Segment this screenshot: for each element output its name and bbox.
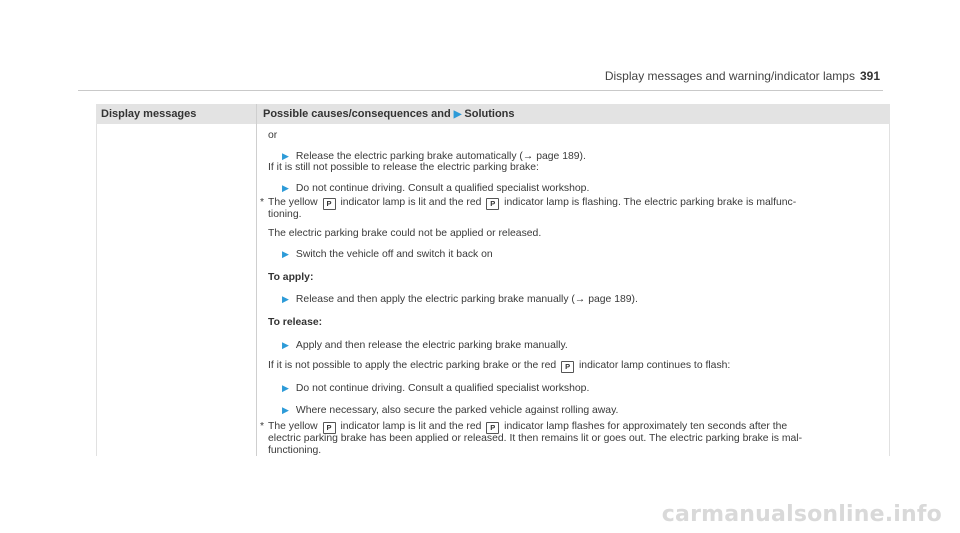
bullet-icon: ▶ xyxy=(282,340,289,350)
messages-table xyxy=(96,104,890,456)
footnote-line: electric parking brake has been applied or released. It then remains lit or goes out. The electric parking brake is mal- xyxy=(268,433,803,444)
page-ref-arrow-icon: → xyxy=(574,294,586,305)
col-causes-solutions-header xyxy=(263,108,515,120)
running-head xyxy=(605,69,880,83)
bullet-icon: ▶ xyxy=(282,183,289,193)
list-item-text: Apply and then release the electric parking brake manually. xyxy=(295,340,568,351)
bullet-icon: ▶ xyxy=(282,249,289,259)
footnote-text: indicator lamp flashes for approximately ten seconds after the xyxy=(504,421,788,432)
footnote-star: * xyxy=(260,421,265,432)
parking-brake-lamp-icon: P xyxy=(561,361,574,373)
footnote-star: * xyxy=(260,197,265,208)
footnote-line xyxy=(260,197,797,210)
footnote-text: The yellow xyxy=(268,197,318,208)
parking-brake-lamp-icon: P xyxy=(486,422,499,434)
col2-header-text: Possible causes/consequences and xyxy=(263,108,451,120)
bullet-icon: ▶ xyxy=(282,151,289,161)
list-item xyxy=(282,293,638,306)
page-ref-arrow-icon: → xyxy=(522,151,534,162)
table-header xyxy=(96,104,890,124)
parking-brake-lamp-icon: P xyxy=(323,198,336,210)
subheading-to-release: To release: xyxy=(268,317,323,328)
paragraph-text: If it is not possible to apply the electric parking brake or the red xyxy=(268,360,557,371)
paragraph: The electric parking brake could not be applied or released. xyxy=(268,228,542,239)
list-item-text: Do not continue driving. Consult a qualified specialist workshop. xyxy=(295,383,590,394)
paragraph: If it is still not possible to release the electric parking brake: xyxy=(268,162,539,173)
col2-header-suffix: Solutions xyxy=(464,108,515,120)
table-left-border xyxy=(96,124,97,456)
col-display-messages-header: Display messages xyxy=(101,108,197,120)
list-item-text: Release and then apply the electric parking brake manually ( xyxy=(295,294,575,305)
parking-brake-lamp-icon: P xyxy=(323,422,336,434)
list-item-text: Release the electric parking brake automatically ( xyxy=(295,151,523,162)
bullet-icon: ▶ xyxy=(282,405,289,415)
list-item xyxy=(282,404,618,417)
list-item xyxy=(282,182,589,195)
footnote-text: The yellow xyxy=(268,421,318,432)
footnote-text: indicator lamp is lit and the red xyxy=(340,197,482,208)
text-or: or xyxy=(268,130,278,141)
page-number: 391 xyxy=(859,69,880,83)
footnote-text: indicator lamp is flashing. The electric parking brake is malfunc- xyxy=(504,197,797,208)
list-item xyxy=(282,339,568,352)
table-right-border xyxy=(889,124,890,456)
arrow-right-icon: ▶ xyxy=(453,109,462,120)
subheading-to-apply: To apply: xyxy=(268,272,314,283)
page-ref[interactable]: page 189). xyxy=(536,151,586,162)
list-item-text: Where necessary, also secure the parked vehicle against rolling away. xyxy=(295,405,619,416)
footnote-line: tioning. xyxy=(268,209,302,220)
column-divider xyxy=(256,104,257,456)
list-item-text: Switch the vehicle off and switch it back on xyxy=(295,249,493,260)
bullet-icon: ▶ xyxy=(282,294,289,304)
footnote-line: functioning. xyxy=(268,445,322,456)
watermark: carmanualsonline.info xyxy=(661,502,942,527)
header-rule xyxy=(78,90,883,91)
list-item-text: Do not continue driving. Consult a qualified specialist workshop. xyxy=(295,183,590,194)
list-item xyxy=(282,382,589,395)
running-head-title: Display messages and warning/indicator lamps xyxy=(604,69,855,83)
footnote-text: indicator lamp is lit and the red xyxy=(340,421,482,432)
list-item xyxy=(282,248,493,261)
page-ref[interactable]: page 189). xyxy=(588,294,638,305)
paragraph-text: indicator lamp continues to flash: xyxy=(579,360,731,371)
paragraph xyxy=(268,360,730,373)
bullet-icon: ▶ xyxy=(282,383,289,393)
parking-brake-lamp-icon: P xyxy=(486,198,499,210)
